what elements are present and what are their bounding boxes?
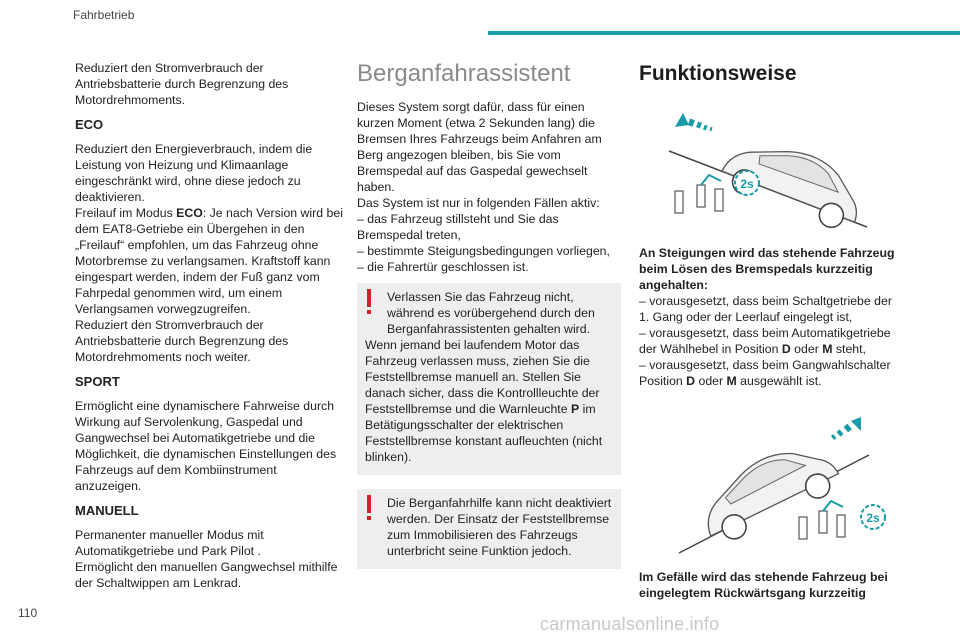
page-number: 110	[18, 606, 38, 620]
pedals-icon	[799, 501, 845, 539]
eco-paragraph-3: Reduziert den Stromverbrauch der Antriebsbatterie durch Begrenzung des Motordrehmoments noch weiter.	[75, 318, 289, 364]
uphill-item-2: – vorausgesetzt, dass beim Automatikgetriebe der Wählhebel in Position D oder M steht,	[639, 326, 891, 356]
hill-assist-paragraph-1: Dieses System sorgt dafür, dass für einen kurzen Moment (etwa 2 Sekunden lang) die Bremsen Ihres Fahrzeugs beim Anfahren am Berg angezogen bleiben, bis Sie vom Bremspedal auf das Gaspedal gewechselt haben.	[357, 100, 602, 194]
timer-2s-icon	[861, 505, 885, 529]
downhill-car-illustration	[639, 413, 901, 563]
timer-2s-icon	[735, 171, 759, 195]
condition-item-1: – das Fahrzeug stillsteht und Sie das Bremspedal treten,	[357, 212, 559, 242]
svg-text:2s: 2s	[740, 177, 754, 191]
uphill-arrow-icon	[675, 113, 713, 131]
manuell-paragraph-1: Permanenter manueller Modus mit Automatikgetriebe und Park Pilot .	[75, 528, 264, 558]
downhill-arrow-icon	[831, 417, 861, 440]
column-left	[75, 60, 343, 591]
pedals-icon	[675, 175, 723, 213]
sport-heading: SPORT	[75, 374, 120, 389]
warning-1-paragraph-2: Wenn jemand bei laufendem Motor das Fahrzeug verlassen muss, ziehen Sie die Feststellbremse manuell an. Stellen Sie danach sicher, dass die Kontrollleuchte der Feststellbremse und die Warnleuchte P im Betätigungsschalter der elektrischen Feststellbremse konstant aufleuchten (nicht blinken).	[365, 338, 603, 464]
uphill-item-3: – vorausgesetzt, dass beim Gangwahlschalter Position D oder M ausgewählt ist.	[639, 358, 891, 388]
column-middle	[357, 60, 621, 569]
condition-item-3: – die Fahrertür geschlossen ist.	[357, 260, 529, 274]
watermark: carmanualsonline.info	[540, 614, 720, 634]
eco-paragraph-2: Freilauf im Modus ECO: Je nach Version wird bei dem EAT8-Getriebe ein Übergehen in den „Freilauf“ empfohlen, um das Fahrzeug ohne Motorbremse zu verlangsamen. Kraftstoff kann eingespart werden, indem der Fuß ganz vom Fahrpedal genommen wird, um einem Verlangsamen vorwegzugreifen.	[75, 206, 343, 316]
manuell-paragraph-2: Ermöglicht den manuellen Gangwechsel mithilfe der Schaltwippen am Lenkrad.	[75, 560, 338, 590]
sport-paragraph: Ermöglicht eine dynamischere Fahrweise durch Wirkung auf Servolenkung, Gaspedal und Gangwechsel bei Automatikgetriebe und die Möglichkeit, die dynamischen Einstellungen des Fahrzeugs auf dem Kombiinstrument anzuzeigen.	[75, 399, 337, 493]
section-header: Fahrbetrieb	[73, 8, 135, 22]
svg-text:2s: 2s	[866, 511, 880, 525]
manuell-heading: MANUELL	[75, 503, 139, 518]
intro-paragraph: Reduziert den Stromverbrauch der Antriebsbatterie durch Begrenzung des Motordrehmoments.	[75, 61, 289, 107]
condition-item-2: – bestimmte Steigungsbedingungen vorliegen,	[357, 244, 610, 258]
warning-exclamation-icon	[367, 289, 371, 307]
warning-note-1	[357, 283, 621, 475]
eco-paragraph-1: Reduziert den Energieverbrauch, indem die Leistung von Heizung und Klimaanlage eingeschränkt wird, ohne diese jedoch zu deaktivieren.	[75, 142, 313, 204]
hill-assist-paragraph-2: Das System ist nur in folgenden Fällen aktiv:	[357, 196, 600, 210]
downhill-heading: Im Gefälle wird das stehende Fahrzeug bei eingelegtem Rückwärtsgang kurzzeitig	[639, 570, 888, 600]
eco-heading: ECO	[75, 117, 104, 132]
warning-note-2	[357, 489, 621, 569]
header-accent-bar	[488, 31, 960, 35]
section-title-hill-assist: Berganfahrassistent	[357, 60, 571, 87]
section-title-operation: Funktionsweise	[639, 62, 797, 85]
uphill-item-1: – vorausgesetzt, dass beim Schaltgetriebe der 1. Gang oder der Leerlauf eingelegt ist,	[639, 294, 892, 324]
warning-2-paragraph: Die Berganfahrhilfe kann nicht deaktiviert werden. Der Einsatz der Feststellbremse zum Immobilisieren des Fahrzeugs unterbricht seine Funktion jedoch.	[387, 496, 612, 558]
column-right	[639, 60, 901, 601]
warning-exclamation-icon	[367, 495, 371, 513]
uphill-heading: An Steigungen wird das stehende Fahrzeug beim Lösen des Bremspedals kurzzeitig angehalten:	[639, 246, 895, 292]
warning-1-paragraph-1: Verlassen Sie das Fahrzeug nicht, während es vorübergehend durch den Berganfahrassistenten gehalten wird.	[387, 290, 595, 336]
uphill-car-illustration	[639, 99, 901, 239]
